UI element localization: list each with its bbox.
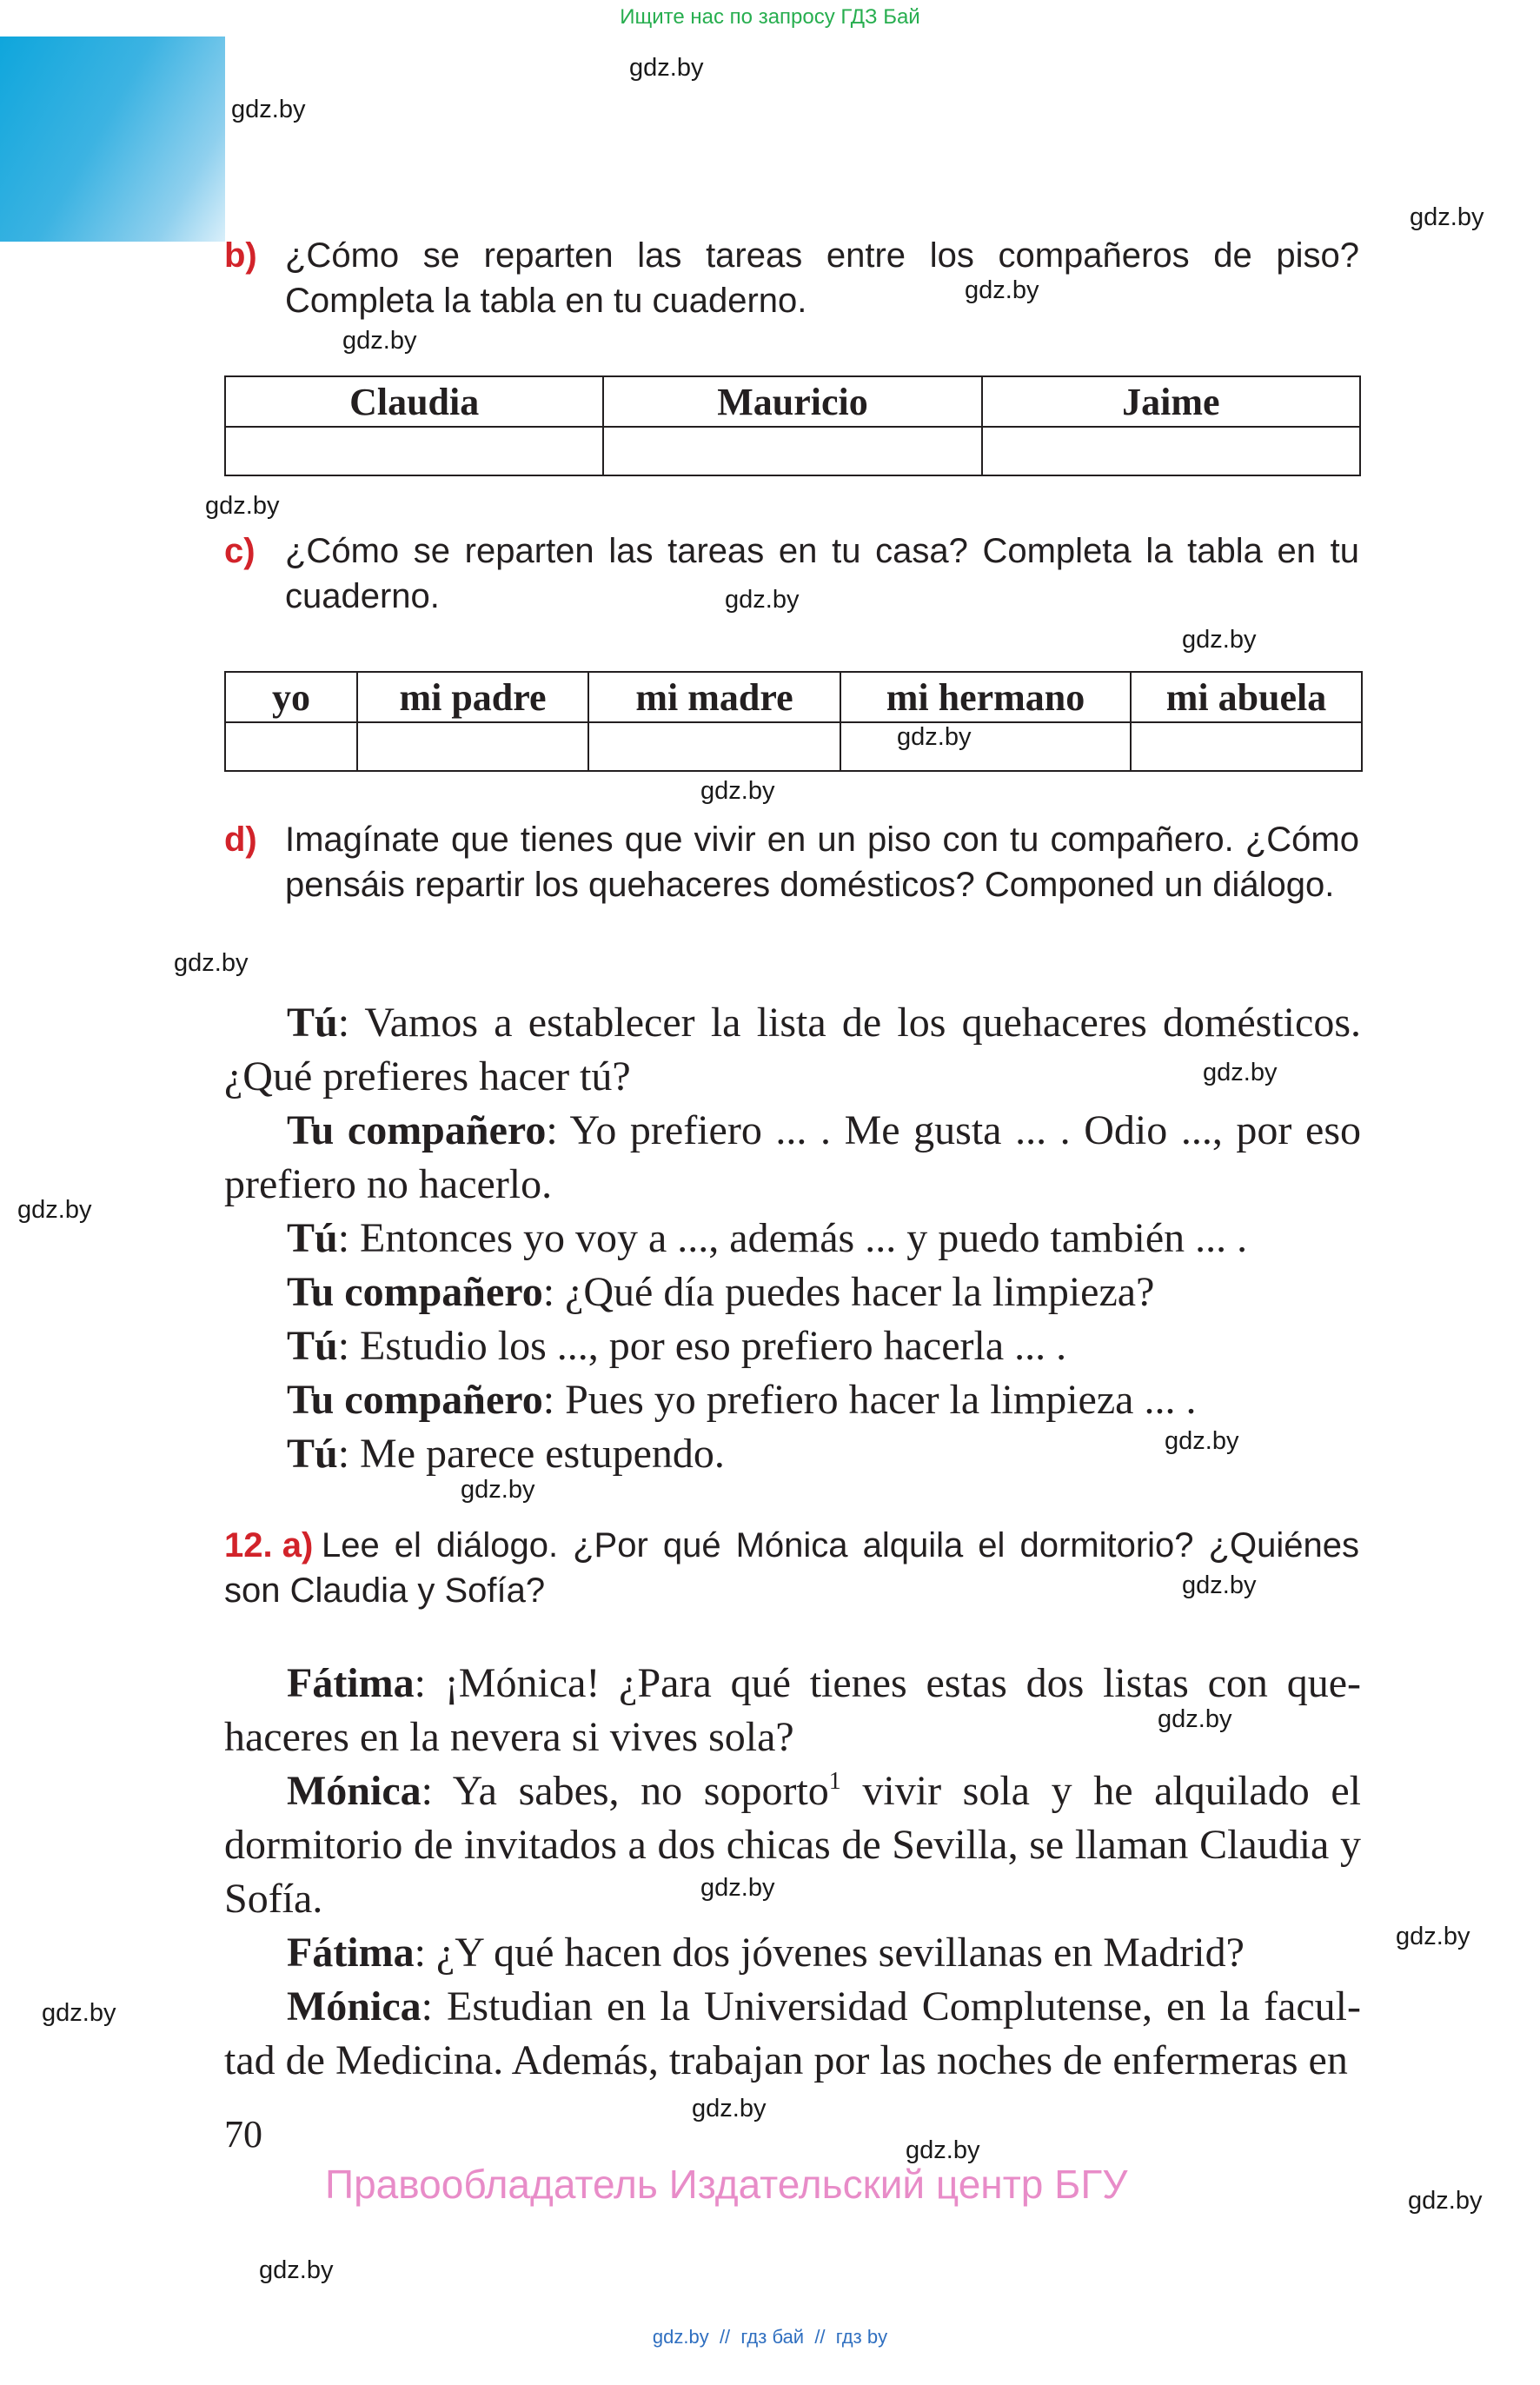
speaker-name: Tu compañero <box>287 1269 543 1315</box>
task-b <box>224 233 1359 323</box>
speaker-name: Tú <box>287 1431 338 1477</box>
speaker-name: Mónica <box>287 1768 422 1814</box>
dialogue-d <box>224 996 1361 1481</box>
dialogue-line <box>224 1319 1361 1373</box>
watermark: gdz.by <box>1182 626 1257 654</box>
table-empty-cell <box>357 722 588 771</box>
table-empty-cell <box>225 722 357 771</box>
footer-links[interactable]: gdz.by // гдз бай // гдз by <box>652 2326 888 2348</box>
task-text: ¿Cómo se reparten las tareas entre los compañeros de piso? Completa la tabla en tu cuaderno. <box>285 236 1359 320</box>
watermark: gdz.by <box>725 586 800 614</box>
watermark: gdz.by <box>342 327 417 355</box>
table-empty-cell <box>588 722 840 771</box>
line-text: : Estudio los ..., por eso prefiero hacerla ... . <box>337 1323 1067 1369</box>
watermark: gdz.by <box>965 276 1039 304</box>
watermark: gdz.by <box>700 777 775 805</box>
task-letter: b) <box>224 236 257 275</box>
watermark: gdz.by <box>700 1874 775 1902</box>
rights-holder: Правообладатель Издательский центр БГУ <box>325 2162 1128 2207</box>
watermark: gdz.by <box>259 2256 334 2284</box>
line-text: : ¿Y qué hacen dos jóvenes sevillanas en Madrid? <box>414 1930 1245 1976</box>
watermark: gdz.by <box>174 949 249 977</box>
dialogue-line <box>224 1266 1361 1319</box>
watermark: gdz.by <box>461 1476 535 1504</box>
line-text: vivir sola y he alquilado el dormitorio de invitados a dos chicas de Sevilla, se llaman Claudia y Sofía. <box>224 1768 1361 1922</box>
exercise-12 <box>224 1523 1359 1613</box>
line-text: : ¿Qué día puedes hacer la limpieza? <box>542 1269 1155 1315</box>
table-header-cell: mi padre <box>357 672 588 722</box>
speaker-name: Tu compañero <box>287 1377 543 1423</box>
table-empty-cell <box>603 427 981 475</box>
speaker-name: Tu compañero <box>287 1107 547 1153</box>
watermark: gdz.by <box>1408 2187 1483 2215</box>
watermark: gdz.by <box>692 2095 767 2123</box>
dialogue-line <box>224 1926 1361 1980</box>
table-header-cell: Mauricio <box>603 376 981 427</box>
line-text: : Vamos a establecer la lista de los quehaceres domésticos. ¿Qué prefieres hacer tú? <box>224 1000 1361 1099</box>
table-header-cell: mi madre <box>588 672 840 722</box>
table-empty-cell <box>225 427 603 475</box>
speaker-name: Tú <box>287 1323 338 1369</box>
dialogue-line <box>224 1764 1361 1926</box>
dialogue-line <box>224 1104 1361 1212</box>
task-text: Imagínate que tienes que vivir en un piso con tu compañero. ¿Cómo pensáis repartir los quehaceres domésticos? Componed un diálogo. <box>285 820 1359 904</box>
speaker-name: Tú <box>287 1000 338 1046</box>
dialogue-line <box>224 1373 1361 1427</box>
line-text: : Estudian en la Universidad Complutense, en la facultad de Medicina. Además, trabajan por las noches de enfermeras en <box>224 1983 1361 2083</box>
line-text: : Yo prefiero ... . Me gusta ... . Odio ..., por eso prefiero no hacerlo. <box>224 1107 1361 1207</box>
dialogue-line <box>224 1427 1361 1481</box>
dialogue-line <box>224 1212 1361 1266</box>
task-c <box>224 528 1359 619</box>
dialogue-line <box>224 996 1361 1104</box>
watermark: gdz.by <box>906 2136 980 2164</box>
table-header-cell: Claudia <box>225 376 603 427</box>
speaker-name: Mónica <box>287 1983 422 2030</box>
table-c <box>224 671 1363 772</box>
watermark: gdz.by <box>897 723 972 751</box>
task-text: ¿Cómo se reparten las tareas en tu casa? Completa la tabla en tu cuaderno. <box>285 532 1359 615</box>
table-empty-cell <box>1131 722 1362 771</box>
exercise-number: 12. a) <box>224 1526 314 1565</box>
table-header-cell: mi abuela <box>1131 672 1362 722</box>
table-header-cell: mi hermano <box>840 672 1131 722</box>
top-search-banner: Ищите нас по запросу ГДЗ Бай <box>620 5 920 29</box>
dialogue-12 <box>224 1657 1361 2088</box>
table-header-cell: Jaime <box>982 376 1360 427</box>
corner-decoration <box>0 37 225 242</box>
speaker-name: Fátima <box>287 1660 415 1706</box>
line-text: : ¡Mónica! ¿Para qué tienes estas dos listas con quehaceres en la nevera si vives sola? <box>224 1660 1361 1760</box>
table-header-cell: yo <box>225 672 357 722</box>
line-text: : Me parece estupendo. <box>337 1431 725 1477</box>
watermark: gdz.by <box>231 96 306 123</box>
watermark: gdz.by <box>629 54 704 82</box>
table-b <box>224 375 1361 476</box>
table-empty-cell <box>840 722 1131 771</box>
watermark: gdz.by <box>1410 203 1484 231</box>
footnote-marker: 1 <box>828 1768 841 1795</box>
watermark: gdz.by <box>1203 1059 1278 1086</box>
table-empty-cell <box>982 427 1360 475</box>
dialogue-line <box>224 1980 1361 2088</box>
watermark: gdz.by <box>205 492 280 520</box>
line-text: : Pues yo prefiero hacer la limpieza ... . <box>542 1377 1197 1423</box>
dialogue-line <box>224 1657 1361 1764</box>
line-text: : Ya sabes, no soporto <box>421 1768 829 1814</box>
watermark: gdz.by <box>1158 1705 1232 1733</box>
watermark: gdz.by <box>17 1196 92 1224</box>
page-number: 70 <box>224 2113 262 2156</box>
exercise-text: Lee el diálogo. ¿Por qué Mónica alquila el dormitorio? ¿Quiénes son Claudia y Sofía? <box>224 1526 1359 1610</box>
task-d <box>224 817 1359 907</box>
watermark: gdz.by <box>1182 1571 1257 1599</box>
task-letter: c) <box>224 532 256 570</box>
speaker-name: Tú <box>287 1215 338 1261</box>
line-text: : Entonces yo voy a ..., además ... y puedo también ... . <box>337 1215 1248 1261</box>
watermark: gdz.by <box>1165 1427 1239 1455</box>
speaker-name: Fátima <box>287 1930 415 1976</box>
watermark: gdz.by <box>42 1999 116 2027</box>
task-letter: d) <box>224 820 257 859</box>
watermark: gdz.by <box>1396 1923 1470 1950</box>
